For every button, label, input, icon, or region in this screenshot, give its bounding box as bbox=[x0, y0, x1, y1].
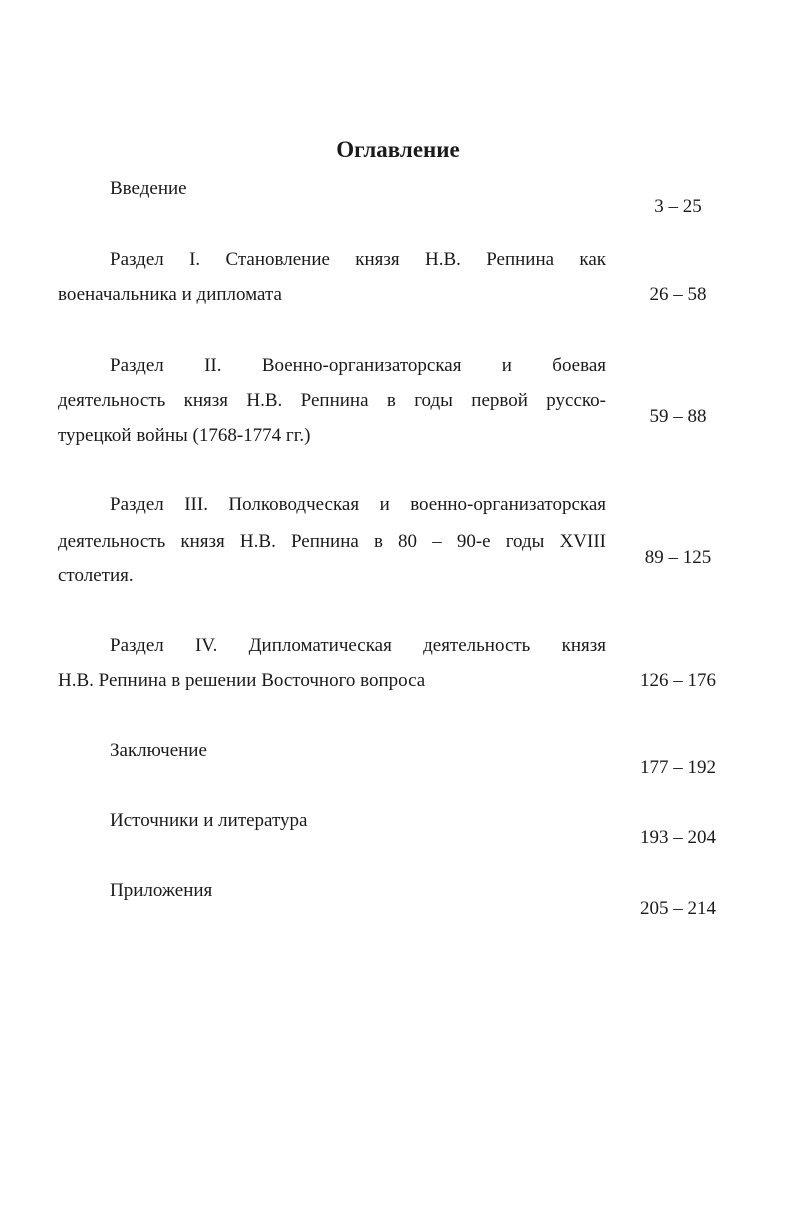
page-range: 26 – 58 bbox=[649, 284, 707, 305]
page-range: 193 – 204 bbox=[640, 827, 716, 848]
page-range: 126 – 176 bbox=[640, 670, 716, 691]
entry-text-line: столетия. bbox=[58, 565, 134, 586]
page-range: 59 – 88 bbox=[649, 406, 707, 427]
page-range: 3 – 25 bbox=[654, 196, 702, 217]
page-range: 177 – 192 bbox=[640, 757, 716, 778]
entry-text-line: Раздел IV. Дипломатическая деятельность князя bbox=[110, 635, 606, 656]
entry-text-line: военачальника и дипломата bbox=[58, 284, 282, 305]
entry-text-line: Раздел II. Военно-организаторская и боевая bbox=[110, 355, 606, 376]
entry-text-line: Источники и литература bbox=[110, 810, 308, 831]
entry-text-line: деятельность князя Н.В. Репнина в годы первой русско- bbox=[58, 390, 606, 411]
entry-text-line: Заключение bbox=[110, 740, 207, 761]
entry-text-line: Н.В. Репнина в решении Восточного вопроса bbox=[58, 670, 426, 691]
page-title: Оглавление bbox=[336, 137, 460, 162]
entry-text-line: деятельность князя Н.В. Репнина в 80 – 90-е годы XVIII bbox=[58, 531, 606, 552]
page-range: 89 – 125 bbox=[644, 547, 712, 568]
page-range: 205 – 214 bbox=[640, 898, 716, 919]
entry-text-line: Раздел III. Полководческая и военно-организаторская bbox=[110, 494, 606, 515]
entry-text-line: Приложения bbox=[110, 880, 213, 901]
entry-text-line: турецкой войны (1768-1774 гг.) bbox=[58, 425, 311, 446]
entry-text-line: Введение bbox=[110, 178, 187, 199]
entry-text-line: Раздел I. Становление князя Н.В. Репнина как bbox=[110, 249, 606, 270]
